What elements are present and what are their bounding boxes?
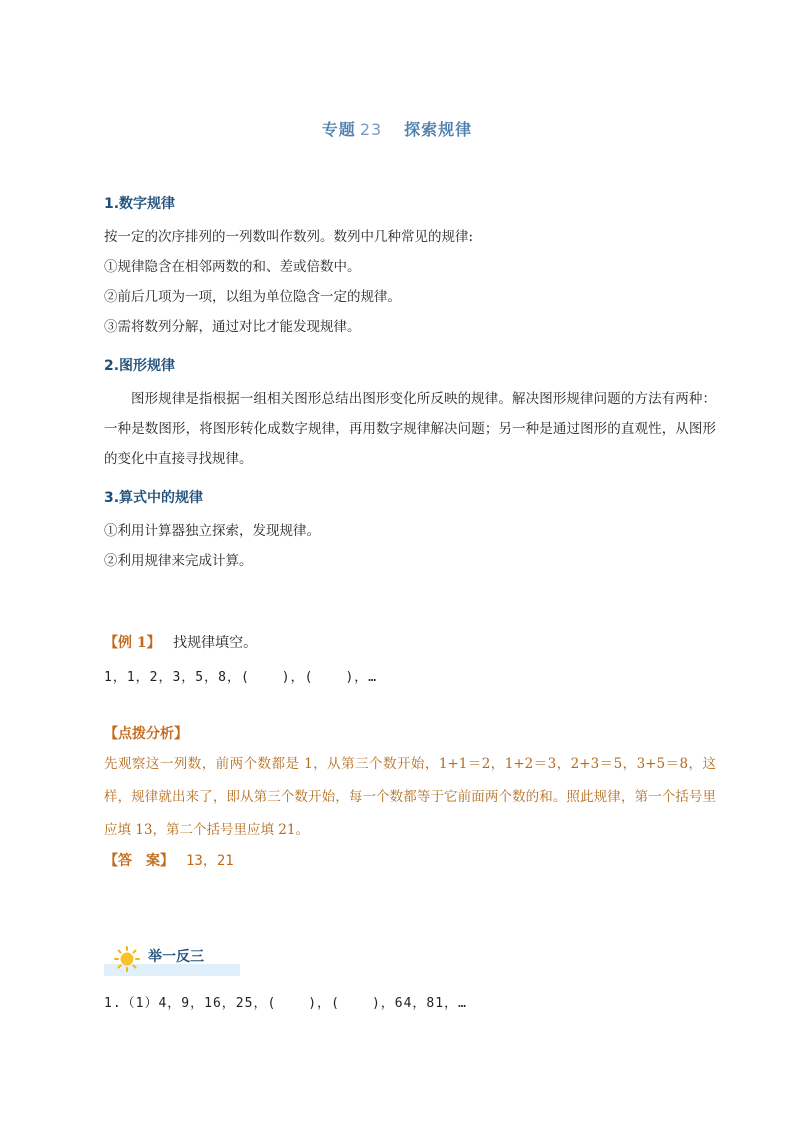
paragraph-line: ③需将数列分解，通过对比才能发现规律。 xyxy=(104,319,361,335)
section-number-rules xyxy=(104,190,716,342)
section-formula-rules xyxy=(104,484,716,576)
sun-icon xyxy=(114,946,140,972)
badge-label: 举一反三 xyxy=(148,949,204,965)
example-1 xyxy=(104,628,716,692)
paragraph-line: ①利用计算器独立探索，发现规律。 xyxy=(104,523,320,539)
example-prompt: 找规律填空。 xyxy=(173,635,258,651)
section-heading: 3.算式中的规律 xyxy=(104,490,204,506)
page-title xyxy=(0,117,794,140)
answer-value: 13，21 xyxy=(186,853,234,869)
section-heading: 1.数字规律 xyxy=(104,196,176,212)
analysis-text: 先观察这一列数，前两个数都是 1，从第三个数开始，1+1＝2，1+2＝3，2+3＝5，3+5＝8，这样，规律就出来了，即从第三个数开始，每一个数都等于它前面两个数的和。照此规律，第一个括号里应填 13，第二个括号里应填 21。 xyxy=(104,756,716,838)
analysis-heading: 【点拨分析】 xyxy=(104,726,188,742)
title-prefix: 专题 xyxy=(321,120,356,139)
analysis-block xyxy=(104,720,716,875)
answer-line xyxy=(104,847,716,875)
practice-badge xyxy=(104,944,240,974)
paragraph-line: 按一定的次序排列的一列数叫作数列。数列中几种常见的规律: xyxy=(104,229,474,245)
example-sequence: 1，1，2，3，5，8，( )，( )，… xyxy=(104,670,378,685)
example-tag: 【例 1】 xyxy=(104,635,161,651)
section-heading: 2.图形规律 xyxy=(104,358,176,374)
section-paragraph: 图形规律是指根据一组相关图形总结出图形变化所反映的规律。解决图形规律问题的方法有两种：一种是数图形，将图形转化成数字规律，再用数字规律解决问题；另一种是通过图形的直观性，从图形的变化中直接寻找规律。 xyxy=(104,391,716,467)
title-topic: 探索规律 xyxy=(404,120,473,139)
paragraph-line: ②利用规律来完成计算。 xyxy=(104,553,253,569)
example-heading xyxy=(104,628,716,658)
section-shape-rules xyxy=(104,352,716,474)
paragraph-line: ①规律隐含在相邻两数的和、差或倍数中。 xyxy=(104,259,361,275)
practice-question-1 xyxy=(104,990,716,1018)
title-number: 23 xyxy=(359,120,383,139)
practice-sequence: 1.（1）4，9，16，25，( )，( )，64，81，… xyxy=(104,996,467,1011)
paragraph-line: ②前后几项为一项，以组为单位隐含一定的规律。 xyxy=(104,289,401,305)
answer-label: 【答 案】 xyxy=(104,853,174,869)
